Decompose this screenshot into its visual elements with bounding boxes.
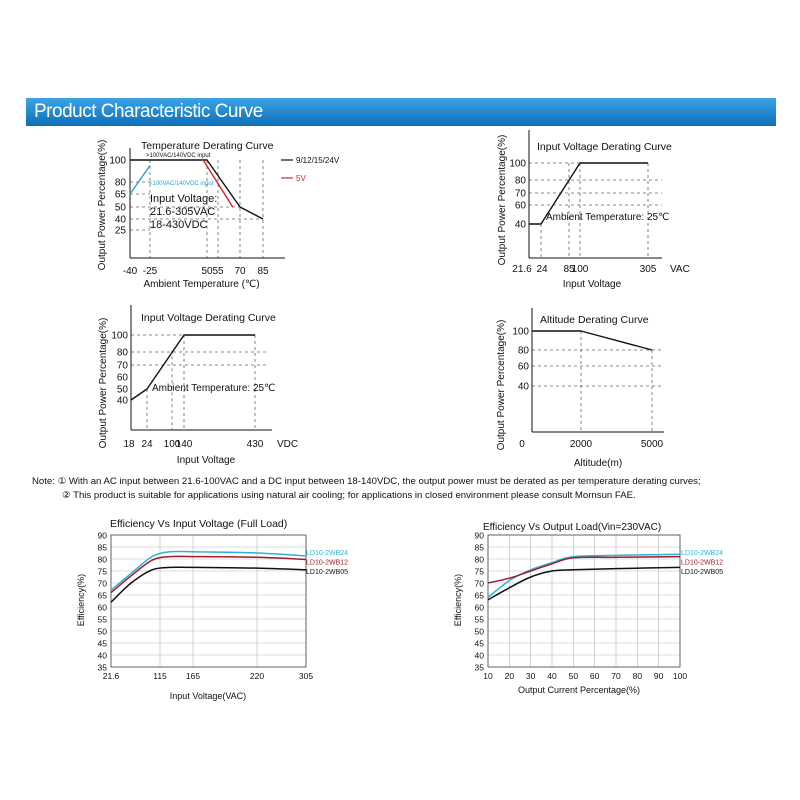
legend-label-1: 5V xyxy=(296,174,306,183)
x-tick-label: 50 xyxy=(201,266,213,277)
note-line-1: Note: ① With an AC input between 21.6-100VAC and a DC input between 18-140VDC, the output power must be derated as per temperature derating curves; xyxy=(32,476,701,487)
x-tick-label: 80 xyxy=(632,671,643,681)
x-tick-label: 50 xyxy=(568,671,579,681)
y-tick-label: 35 xyxy=(97,662,107,673)
chart-title: Temperature Derating Curve xyxy=(141,140,274,152)
y-tick-label: 55 xyxy=(97,614,107,625)
legend-label-0: LD10-2WB24 xyxy=(306,550,349,557)
legend-label-0: LD10-2WB24 xyxy=(681,550,724,557)
x-tick-label: -40 xyxy=(122,266,138,277)
y-tick-label: 85 xyxy=(97,542,107,553)
series-line-0 xyxy=(532,331,652,350)
y-tick-label: 60 xyxy=(97,602,107,613)
chart-title: Input Voltage Derating Curve xyxy=(141,312,276,324)
x-axis-label: Input Voltage xyxy=(562,279,622,290)
y-tick-label: 40 xyxy=(97,650,107,661)
y-tick-label: 70 xyxy=(514,188,526,200)
annotation-range-dc: 18-430VDC xyxy=(150,219,208,231)
y-tick-label: 70 xyxy=(474,578,484,589)
y-tick-label: 75 xyxy=(474,566,484,577)
x-tick-label: 18 xyxy=(123,439,135,450)
x-tick-label: 21.6 xyxy=(512,264,532,275)
x-tick-label: 115 xyxy=(153,671,167,681)
x-tick-label: 55 xyxy=(212,266,224,277)
y-axis-label: Output Power Percentage(%) xyxy=(496,319,507,451)
x-axis-label: Altitude(m) xyxy=(573,458,623,469)
annotation-ambient: Ambient Temperature: 25℃ xyxy=(546,212,670,223)
plot-frame xyxy=(111,535,306,667)
x-tick-label: 0 xyxy=(519,439,525,450)
x-tick-label: 90 xyxy=(653,671,664,681)
y-tick-label: 40 xyxy=(514,219,526,231)
chart-title: Efficiency Vs Output Load(Vin=230VAC) xyxy=(483,522,662,533)
x-tick-label: 70 xyxy=(234,266,246,277)
x-tick-label: 24 xyxy=(141,439,153,450)
y-tick-label: 65 xyxy=(114,189,126,201)
y-tick-label: 25 xyxy=(114,225,126,237)
annotation-ambient: Ambient Temperature: 25℃ xyxy=(152,383,276,394)
y-tick-label: 50 xyxy=(114,202,126,214)
x-tick-label: 60 xyxy=(589,671,600,681)
y-axis-label: Output Power Percentage(%) xyxy=(497,134,508,266)
x-unit-label: VAC xyxy=(670,264,690,275)
x-tick-label: 10 xyxy=(483,671,493,681)
series-line-2 xyxy=(111,567,306,602)
x-tick-label: 85 xyxy=(257,266,269,277)
x-tick-label: 2000 xyxy=(569,439,593,450)
y-axis-label: Efficiency(%) xyxy=(76,573,86,627)
x-tick-label: 20 xyxy=(504,671,515,681)
y-tick-label: 100 xyxy=(512,326,529,338)
y-tick-label: 85 xyxy=(474,542,484,553)
y-tick-label: 65 xyxy=(474,590,484,601)
y-axis-label: Output Power Percentage(%) xyxy=(97,139,108,271)
annotation-input-voltage: Input Voltage: xyxy=(150,193,218,205)
x-tick-label: 30 xyxy=(525,671,536,681)
y-tick-label: 80 xyxy=(474,554,484,565)
x-tick-label: 220 xyxy=(249,671,265,681)
x-tick-label: 100 xyxy=(672,671,688,681)
note-line-2: ② This product is suitable for applications using natural air cooling; for applications in closed environment please consult Mornsun FAE. xyxy=(62,490,636,501)
x-tick-label: 305 xyxy=(298,671,314,681)
x-tick-label: 70 xyxy=(611,671,621,681)
legend-label-1: LD10-2WB12 xyxy=(681,559,724,567)
y-tick-label: 75 xyxy=(97,566,107,577)
x-tick-label: 5000 xyxy=(640,439,664,450)
y-tick-label: 40 xyxy=(474,650,484,661)
x-tick-label: 430 xyxy=(246,439,264,450)
y-axis-label: Efficiency(%) xyxy=(453,573,463,627)
y-tick-label: 90 xyxy=(97,530,107,541)
y-tick-label: 60 xyxy=(116,372,128,384)
y-tick-label: 80 xyxy=(514,175,526,187)
y-tick-label: 55 xyxy=(474,614,484,625)
y-tick-label: 40 xyxy=(116,395,128,407)
x-tick-label: 85 xyxy=(563,264,575,275)
chart-title: Efficiency Vs Input Voltage (Full Load) xyxy=(110,518,288,530)
chart-title: Input Voltage Derating Curve xyxy=(537,141,672,153)
x-axis-label: Ambient Temperature (℃) xyxy=(143,279,260,290)
x-axis-label: Input Voltage(VAC) xyxy=(169,691,247,701)
x-unit-label: VDC xyxy=(277,439,299,450)
y-tick-label: 100 xyxy=(509,158,526,170)
series-line-1 xyxy=(111,556,306,592)
y-tick-label: 50 xyxy=(116,384,128,396)
y-tick-label: 35 xyxy=(474,662,484,673)
y-tick-label: 65 xyxy=(97,590,107,601)
x-tick-label: 305 xyxy=(639,264,657,275)
y-tick-label: 45 xyxy=(474,638,484,649)
x-tick-label: 165 xyxy=(185,671,201,681)
x-tick-label: 100 xyxy=(571,264,589,275)
section-title: Product Characteristic Curve xyxy=(34,101,263,122)
y-tick-label: 100 xyxy=(111,330,128,342)
x-tick-label: 21.6 xyxy=(102,671,120,681)
y-tick-label: 100 xyxy=(109,155,126,167)
y-tick-label: 50 xyxy=(97,626,107,637)
x-tick-label: 40 xyxy=(547,671,557,681)
legend-label-2: LD10-2WB05 xyxy=(306,569,349,576)
y-tick-label: 60 xyxy=(514,200,526,212)
x-tick-label: 24 xyxy=(536,264,548,275)
x-axis-label: Output Current Percentage(%) xyxy=(517,685,641,695)
series-line-2 xyxy=(130,166,150,195)
y-tick-label: 40 xyxy=(517,381,529,393)
y-tick-label: 90 xyxy=(474,530,484,541)
y-tick-label: 70 xyxy=(97,578,107,589)
y-tick-label: 40 xyxy=(114,214,126,226)
y-tick-label: 80 xyxy=(97,554,107,565)
annotation-high-input: >100VAC/140VDC input xyxy=(146,153,211,159)
y-tick-label: 70 xyxy=(116,360,128,372)
y-tick-label: 60 xyxy=(474,602,484,613)
chart-title: Altitude Derating Curve xyxy=(540,314,649,326)
legend-label-0: 9/12/15/24V xyxy=(296,156,340,165)
legend-label-2: LD10-2WB05 xyxy=(681,569,724,576)
y-axis-label: Output Power Percentage(%) xyxy=(98,317,109,449)
annotation-low-input: <100VAC/140VDC input xyxy=(149,181,214,187)
y-tick-label: 80 xyxy=(114,177,126,189)
y-tick-label: 60 xyxy=(517,361,529,373)
annotation-range-ac: 21.6-305VAC xyxy=(150,206,216,218)
x-tick-label: 140 xyxy=(175,439,193,450)
y-tick-label: 50 xyxy=(474,626,484,637)
y-tick-label: 80 xyxy=(517,345,529,357)
x-tick-label: 100 xyxy=(163,439,181,450)
y-tick-label: 45 xyxy=(97,638,107,649)
x-axis-label: Input Voltage xyxy=(176,455,236,466)
x-tick-label: -25 xyxy=(142,266,158,277)
legend-label-1: LD10-2WB12 xyxy=(306,559,349,567)
y-tick-label: 80 xyxy=(116,347,128,359)
